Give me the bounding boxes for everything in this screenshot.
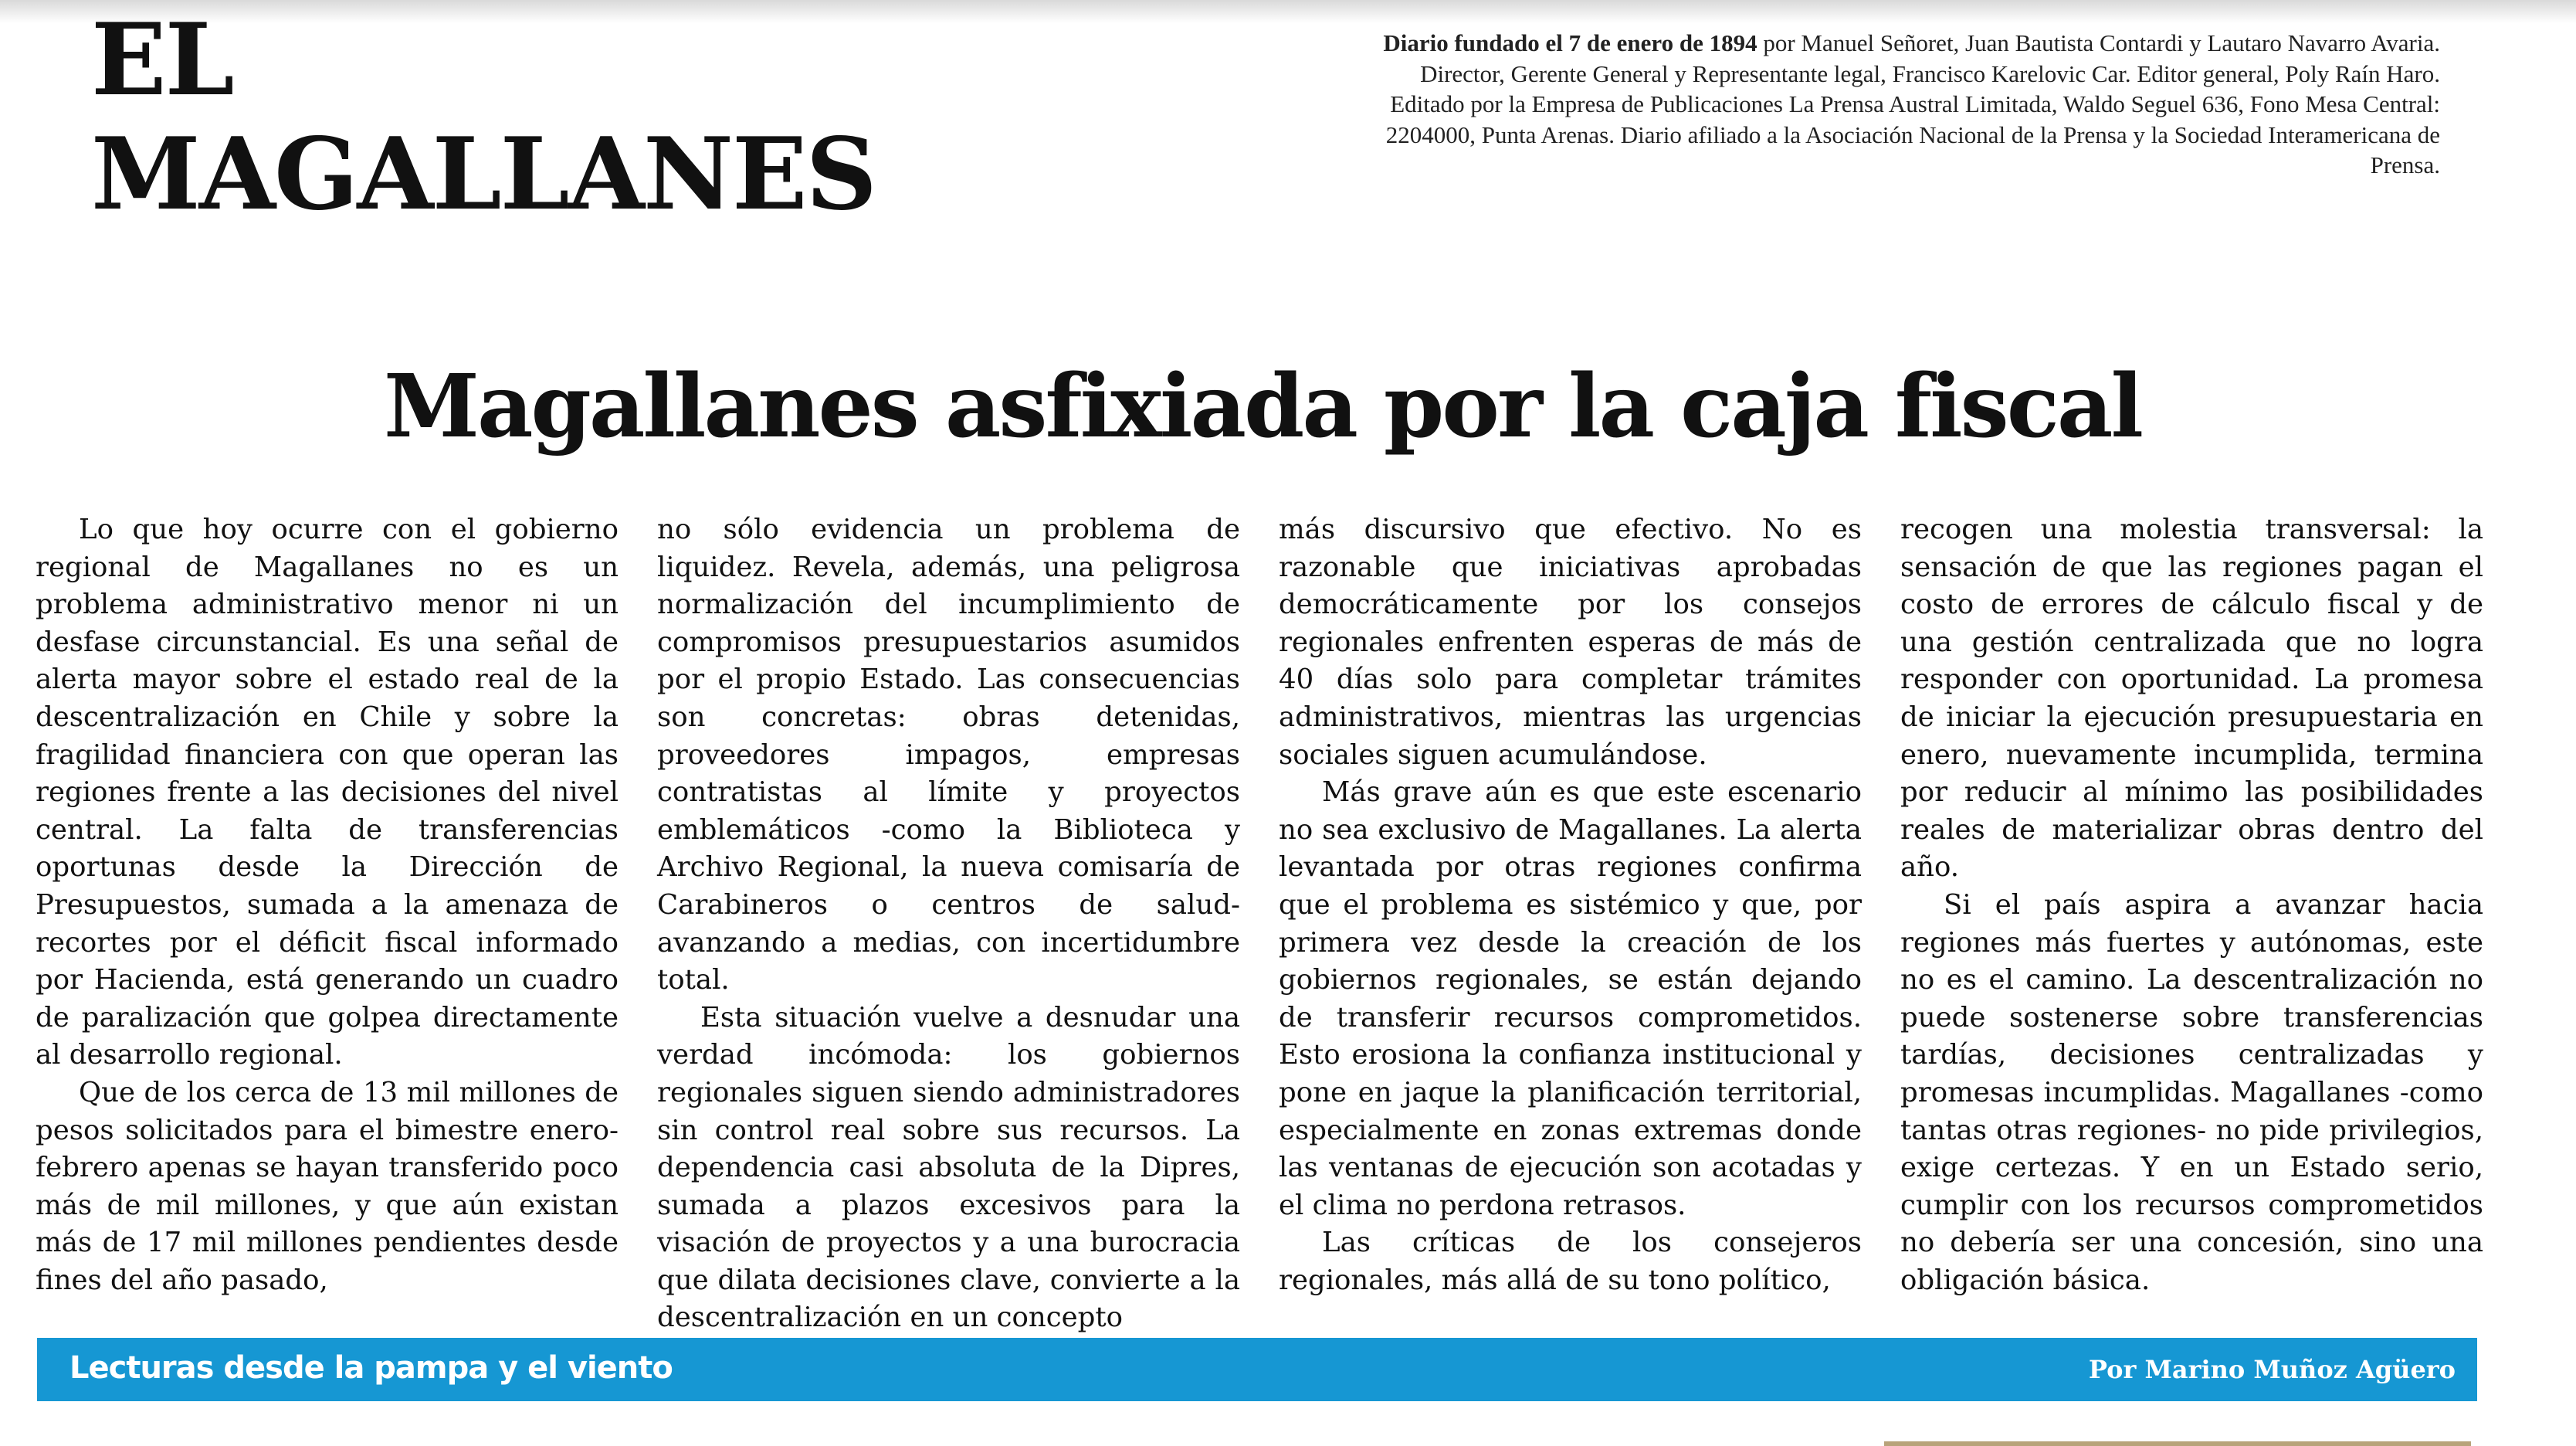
paragraph: Si el país aspira a avanzar hacia regiones más fuertes y autónomas, este no es el camino. La descentralización no puede sostenerse sobre transferencias tardías, decisiones centralizadas y promesas incumplidas. Magallanes -como tantas otras regiones- no pide privilegios, exige certezas. Y en un Estado serio, cumplir con los recursos comprometidos no debería ser una concesión, sino una obligación básica. [1900,888,2483,1296]
paragraph: recogen una molestia transversal: la sensación de que las regiones pagan el costo de errores de cálculo fiscal y de una gestión centralizada que no logra responder con oportunidad. La promesa de iniciar la ejecución presupuestaria en enero, nuevamente incumplida, termina por reducir al mínimo las posibilidades reales de materializar obras dentro del año. [1900,514,2483,884]
paragraph: Las críticas de los consejeros regionales, más allá de su tono político, [1279,1227,1862,1296]
article-body [36,511,2483,1334]
paragraph: más discursivo que efectivo. No es razonable que iniciativas aprobadas democráticamente por los consejos regionales enfrenten esperas de más de 40 días solo para completar trámites administrativos, mientras las urgencias sociales siguen acumulándose. [1279,514,1862,771]
newspaper-logo[interactable] [91,3,876,232]
paragraph: Más grave aún es que este escenario no sea exclusivo de Magallanes. La alerta levantada por otras regiones confirma que el problema es sistémico y que, por primera vez desde la creación de los gobiernos regionales, se están dejando de transferir recursos comprometidos. Esto erosiona la confianza institucional y pone en jaque la planificación territorial, especialmente en zonas extremas donde las ventanas de ejecución son acotadas y el clima no perdona retrasos. [1279,776,1862,1221]
paragraph: Lo que hoy ocurre con el gobierno regional de Magallanes no es un problema administrativo menor ni un desfase circunstancial. Es una señal de alerta mayor sobre el estado real de la descentralización en Chile y sobre la fragilidad financiera con que operan las regiones frente a las decisiones del nivel central. La falta de transferencias oportunas desde la Dirección de Presupuestos, sumada a la amenaza de recortes por el déficit fiscal informado por Hacienda, está generando un cuadro de paralización que golpea directamente al desarrollo regional. [36,514,619,1071]
imprint-founding: Diario fundado el 7 de enero de 1894 [1383,29,1757,56]
column-section-title[interactable]: Lecturas desde la pampa y el viento [69,1350,673,1386]
article-column-3 [1279,511,1862,1307]
imprint-block [1359,28,2440,181]
article-column-1 [36,511,619,1307]
article-column-2 [657,511,1240,1334]
column-author-byline: Por Marino Muñoz Agüero [2088,1355,2456,1384]
column-section-band [37,1338,2477,1401]
article-column-4 [1900,511,2483,1307]
paragraph: Que de los cerca de 13 mil millones de pesos solicitados para el bimestre enero-febrero apenas se hayan transferido poco más de mil millones, y que aún existan más de 17 mil millones pendientes desde fines del año pasado, [36,1076,619,1296]
divider-rule [1884,1441,2471,1446]
logo-line-1: EL [91,2,233,118]
editorial-headline: Magallanes asfixiada por la caja fiscal [383,356,2141,457]
imprint-details: por Manuel Señoret, Juan Bautista Contardi y Lautaro Navarro Avaria. Director, Gerente General y Representante legal, Francisco Karelovic Car. Editor general, Poly Raín Haro. Editado por la Empresa de Publicaciones La Prensa Austral Limitada, Waldo Seguel 636, Fono Mesa Central: 2204000, Punta Arenas. Diario afiliado a la Asociación Nacional de la Prensa y la Sociedad Interamericana de Prensa. [1385,29,2440,178]
paragraph: Esta situación vuelve a desnudar una verdad incómoda: los gobiernos regionales siguen siendo administradores sin control real sobre sus recursos. La dependencia casi absoluta de la Dipres, sumada a plazos excesivos para la visación de proyectos y a una burocracia que dilata decisiones clave, convierte a la descentralización en un concepto [657,1001,1240,1334]
logo-line-2: MAGALLANES [91,117,876,233]
paragraph: no sólo evidencia un problema de liquidez. Revela, además, una peligrosa normalización del incumplimiento de compromisos presupuestarios asumidos por el propio Estado. Las consecuencias son concretas: obras detenidas, proveedores impagos, empresas contratistas al límite y proyectos emblemáticos -como la Biblioteca y Archivo Regional, la nueva comisaría de Carabineros o centros de salud- avanzando a medias, con incertidumbre total. [657,514,1240,996]
